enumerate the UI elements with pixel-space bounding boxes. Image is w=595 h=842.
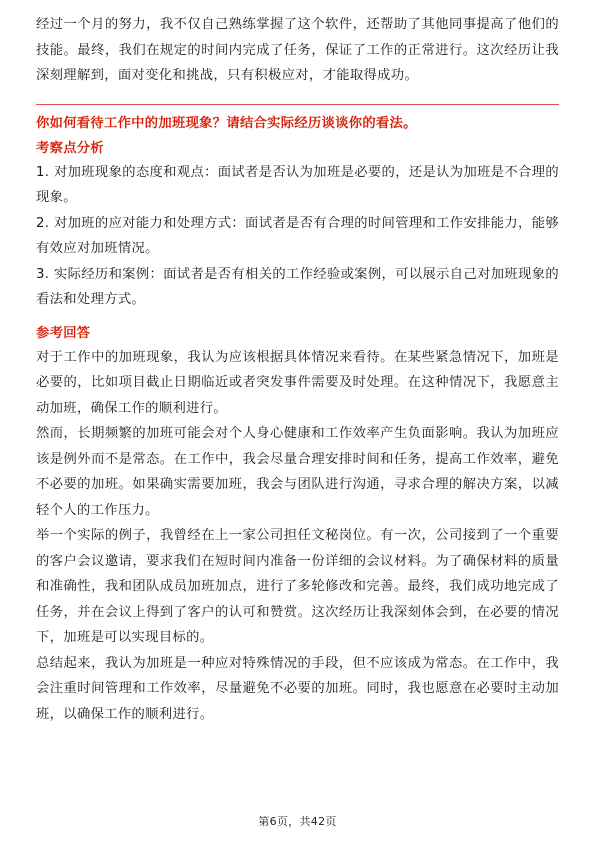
analysis-point-1: 1. 对加班现象的态度和观点：面试者是否认为加班是必要的，还是认为加班是不合理的现象。 [36, 164, 559, 205]
intro-paragraph: 经过一个月的努力，我不仅自己熟练掌握了这个软件，还帮助了其他同事提高了他们的技能。最终，我们在规定的时间内完成了任务，保证了工作的正常进行。这次经历让我深刻理解到，面对变化和挑战，只有积极应对，才能取得成功。 [36, 17, 559, 83]
section-divider [36, 104, 559, 105]
answer-paragraph-2: 然而，长期频繁的加班可能会对个人身心健康和工作效率产生负面影响。我认为加班应该是例外而不是常态。在工作中，我会尽量合理安排时间和任务，提高工作效率，避免不必要的加班。如果确实需要加班，我会与团队进行沟通，寻求合理的解决方案，以减轻个人的工作压力。 [36, 426, 559, 518]
analysis-point-3: 3. 实际经历和案例：面试者是否有相关的工作经验或案例，可以展示自己对加班现象的看法和处理方式。 [36, 266, 559, 307]
page-number-footer: 第6页，共42页 [258, 815, 337, 828]
answer-paragraph-4: 总结起来，我认为加班是一种应对特殊情况的手段，但不应该成为常态。在工作中，我会注重时间管理和工作效率，尽量避免不必要的加班。同时，我也愿意在必要时主动加班，以确保工作的顺利进行。 [36, 655, 559, 722]
answer-heading: 参考回答 [36, 325, 91, 341]
page-content [36, 12, 559, 727]
answer-paragraph-1: 对于工作中的加班现象，我认为应该根据具体情况来看待。在某些紧急情况下，加班是必要的，比如项目截止日期临近或者突发事件需要及时处理。在这种情况下，我愿意主动加班，确保工作的顺利进行。 [36, 349, 559, 416]
analysis-heading: 考察点分析 [36, 140, 104, 156]
interview-question: 你如何看待工作中的加班现象？请结合实际经历谈谈你的看法。 [36, 115, 417, 131]
answer-paragraph-3: 举一个实际的例子，我曾经在上一家公司担任文秘岗位。有一次，公司接到了一个重要的客户会议邀请，要求我们在短时间内准备一份详细的会议材料。为了确保材料的质量和准确性，我和团队成员加班加点，进行了多轮修改和完善。最终，我们成功地完成了任务，并在会议上得到了客户的认可和赞赏。这次经历让我深刻体会到，在必要的情况下，加班是可以实现目标的。 [36, 528, 559, 645]
analysis-point-2: 2. 对加班的应对能力和处理方式：面试者是否有合理的时间管理和工作安排能力，能够有效应对加班情况。 [36, 215, 559, 256]
